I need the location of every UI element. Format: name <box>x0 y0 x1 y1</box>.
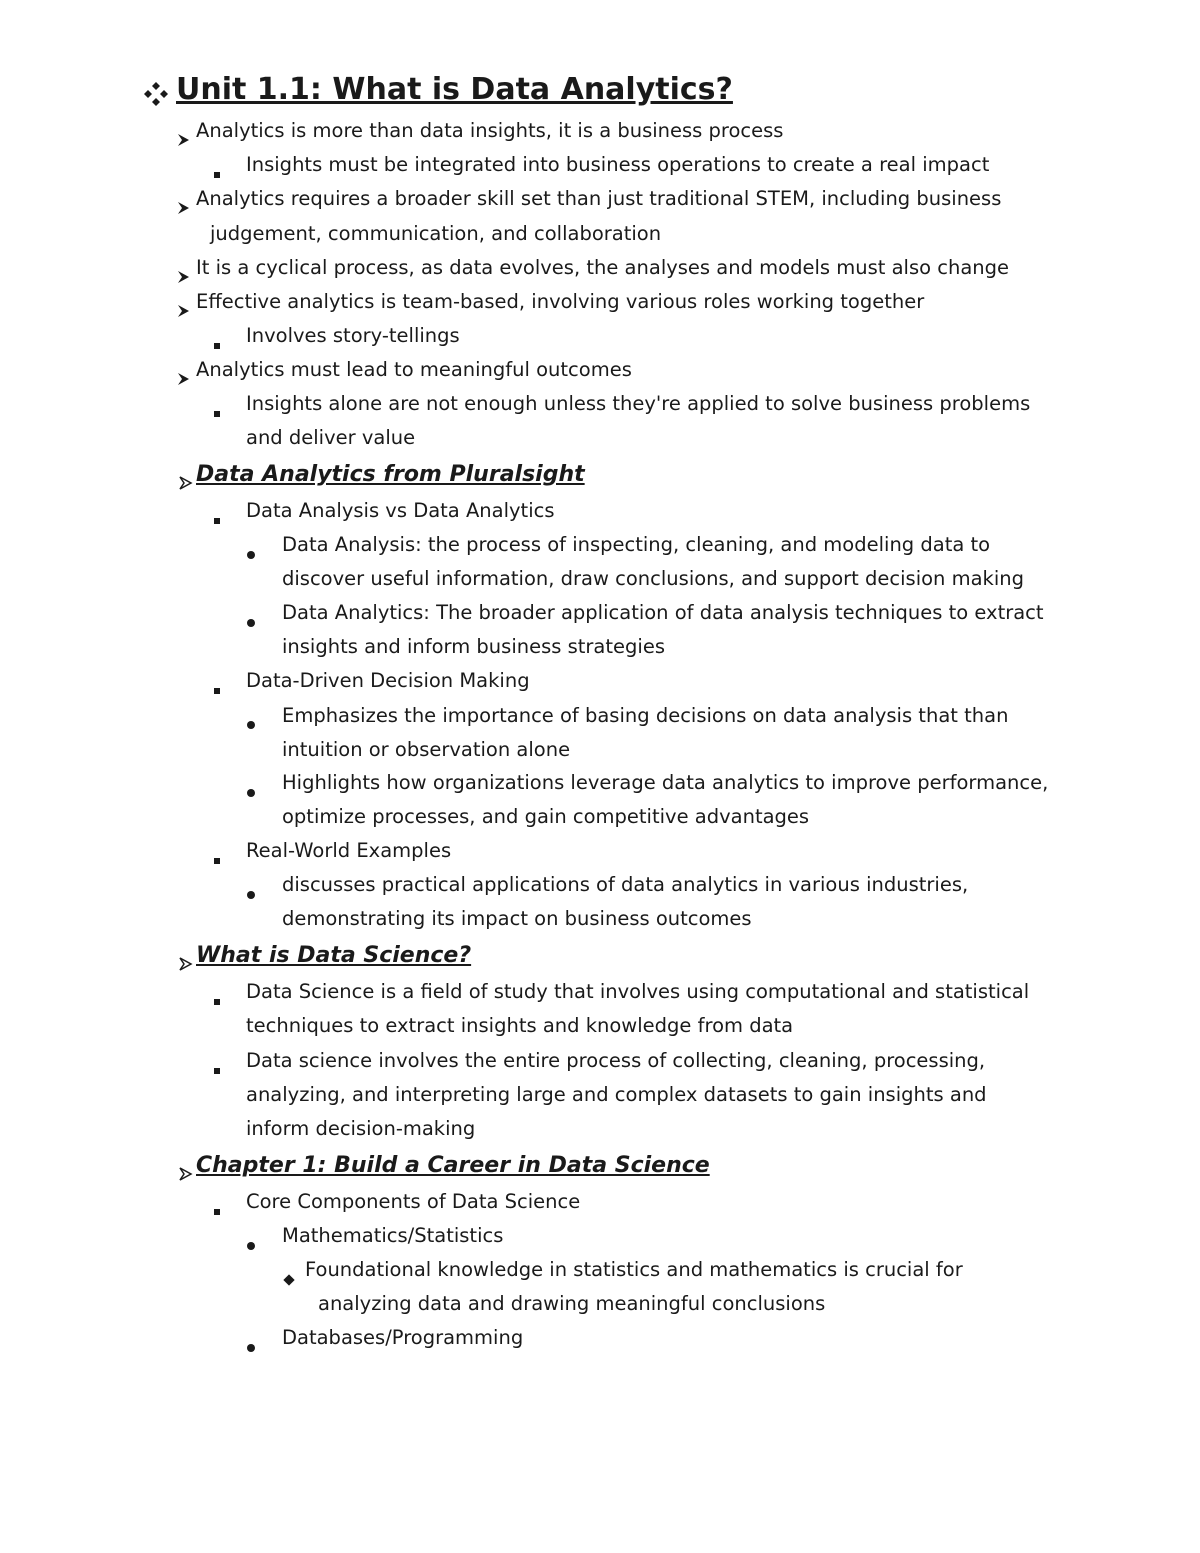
bullet-text-continued: optimize processes, and gain competitive advantages <box>282 805 810 828</box>
square-bullet-icon <box>214 858 220 864</box>
dot-bullet-icon <box>247 1344 255 1352</box>
bullet-text: Foundational knowledge in statistics and mathematics is crucial for <box>305 1258 963 1281</box>
diamond-bullet-icon <box>283 1274 294 1285</box>
bullet-text-continued: demonstrating its impact on business outcomes <box>282 907 752 930</box>
square-bullet-icon <box>214 1068 220 1074</box>
bullet-text: Analytics must lead to meaningful outcomes <box>196 358 632 381</box>
square-bullet-icon <box>214 172 220 178</box>
section-heading: What is Data Science? <box>196 943 472 968</box>
section-heading: Chapter 1: Build a Career in Data Science <box>196 1153 710 1178</box>
bullet-text: Data-Driven Decision Making <box>246 669 530 692</box>
bullet-text-continued: intuition or observation alone <box>282 738 571 761</box>
bullet-text: Highlights how organizations leverage data analytics to improve performance, <box>282 771 1049 794</box>
bullet-text: Involves story-tellings <box>246 324 460 347</box>
bullet-text: Data science involves the entire process of collecting, cleaning, processing, <box>246 1049 986 1072</box>
square-bullet-icon <box>214 518 220 524</box>
dot-bullet-icon <box>247 891 255 899</box>
bullet-text: Databases/Programming <box>282 1326 524 1349</box>
bullet-text: discusses practical applications of data analytics in various industries, <box>282 873 969 896</box>
bullet-text-continued: inform decision-making <box>246 1117 476 1140</box>
bullet-text-continued: judgement, communication, and collaboration <box>210 222 662 245</box>
bullet-text: Real-World Examples <box>246 839 452 862</box>
diamond-cluster-icon <box>142 80 170 108</box>
square-bullet-icon <box>214 343 220 349</box>
page-title: Unit 1.1: What is Data Analytics? <box>176 72 733 107</box>
bullet-text-continued: discover useful information, draw conclusions, and support decision making <box>282 567 1024 590</box>
outline-arrow-bullet-icon <box>178 1166 194 1182</box>
dot-bullet-icon <box>247 619 255 627</box>
arrow-bullet-icon <box>176 132 192 148</box>
arrow-bullet-icon <box>176 303 192 319</box>
dot-bullet-icon <box>247 1242 255 1250</box>
square-bullet-icon <box>214 411 220 417</box>
arrow-bullet-icon <box>176 269 192 285</box>
bullet-text: Analytics requires a broader skill set than just traditional STEM, including business <box>196 187 1002 210</box>
outline-arrow-bullet-icon <box>178 475 194 491</box>
dot-bullet-icon <box>247 789 255 797</box>
arrow-bullet-icon <box>176 200 192 216</box>
dot-bullet-icon <box>247 551 255 559</box>
bullet-text: Data Analysis vs Data Analytics <box>246 499 555 522</box>
square-bullet-icon <box>214 999 220 1005</box>
bullet-text: It is a cyclical process, as data evolves, the analyses and models must also change <box>196 256 1010 279</box>
bullet-text: Insights must be integrated into business operations to create a real impact <box>246 153 990 176</box>
outline-arrow-bullet-icon <box>178 956 194 972</box>
bullet-text: Emphasizes the importance of basing decisions on data analysis that than <box>282 704 1009 727</box>
bullet-text: Effective analytics is team-based, involving various roles working together <box>196 290 925 313</box>
bullet-text-continued: analyzing, and interpreting large and complex datasets to gain insights and <box>246 1083 987 1106</box>
section-heading: Data Analytics from Pluralsight <box>196 462 585 487</box>
bullet-text-continued: and deliver value <box>246 426 416 449</box>
dot-bullet-icon <box>247 721 255 729</box>
bullet-text: Insights alone are not enough unless they're applied to solve business problems <box>246 392 1031 415</box>
square-bullet-icon <box>214 1209 220 1215</box>
bullet-text: Analytics is more than data insights, it is a business process <box>196 119 784 142</box>
bullet-text-continued: techniques to extract insights and knowledge from data <box>246 1014 794 1037</box>
bullet-text: Data Science is a field of study that involves using computational and statistical <box>246 980 1030 1003</box>
bullet-text-continued: insights and inform business strategies <box>282 635 665 658</box>
bullet-text: Data Analysis: the process of inspecting, cleaning, and modeling data to <box>282 533 991 556</box>
square-bullet-icon <box>214 688 220 694</box>
bullet-text: Data Analytics: The broader application of data analysis techniques to extract <box>282 601 1044 624</box>
bullet-text-continued: analyzing data and drawing meaningful conclusions <box>318 1292 826 1315</box>
bullet-text: Core Components of Data Science <box>246 1190 581 1213</box>
bullet-text: Mathematics/Statistics <box>282 1224 504 1247</box>
arrow-bullet-icon <box>176 371 192 387</box>
